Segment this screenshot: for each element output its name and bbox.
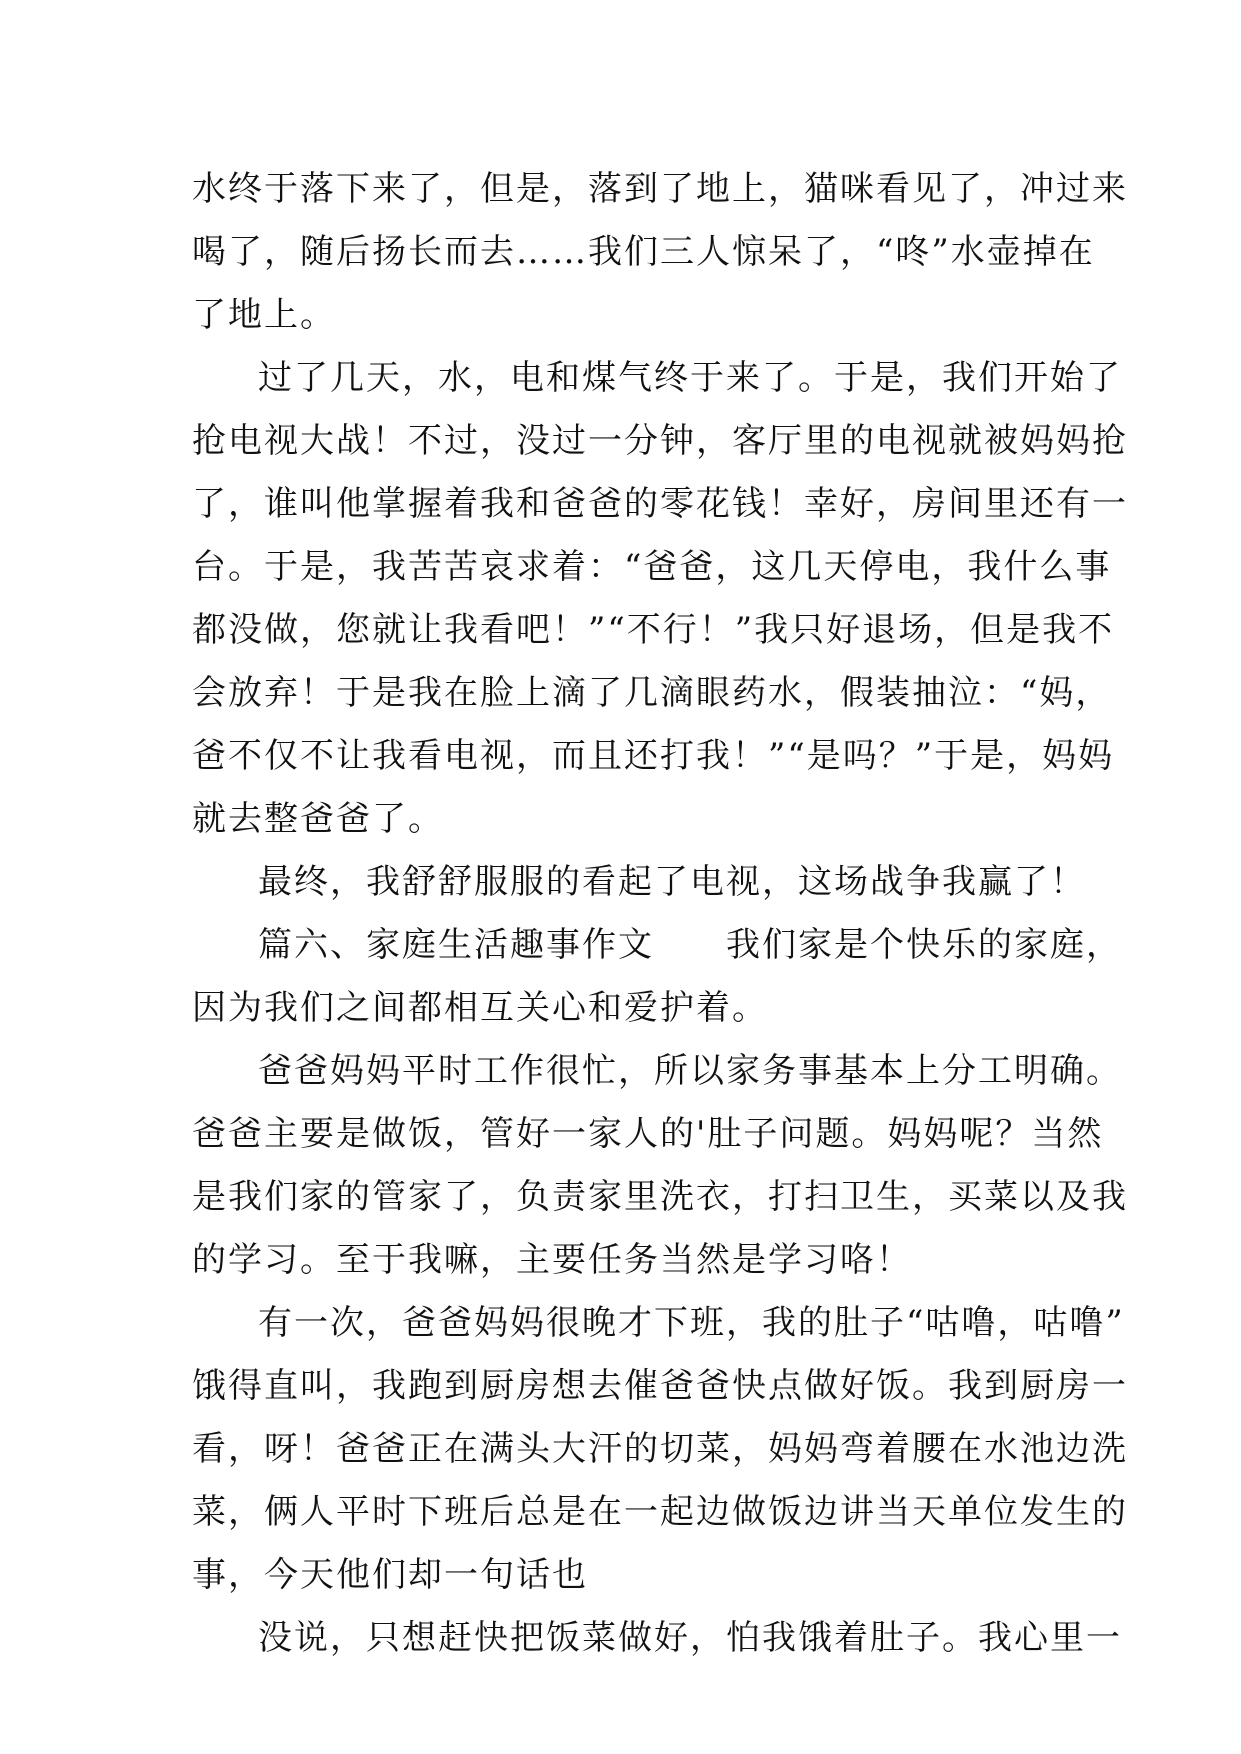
body-text	[192, 158, 1128, 1670]
text-line: 台。于是，我苦苦哀求着：“爸爸，这几天停电，我什么事	[192, 547, 1112, 587]
section-heading-line: 篇六、家庭生活趣事作文 我们家是个快乐的家庭，	[258, 925, 1122, 965]
text-line: 有一次，爸爸妈妈很晚才下班，我的肚子“咕噜，咕噜”	[258, 1303, 1125, 1343]
text-line: 最终，我舒舒服服的看起了电视，这场战争我赢了！	[258, 862, 1086, 902]
text-line: 菜，俩人平时下班后总是在一起边做饭边讲当天单位发生的	[192, 1492, 1128, 1532]
text-line: 的学习。至于我嘛，主要任务当然是学习咯！	[192, 1240, 912, 1280]
text-line: 过了几天，水，电和煤气终于来了。于是，我们开始了	[258, 358, 1122, 398]
text-line: 了地上。	[192, 295, 336, 335]
text-line: 水终于落下来了，但是，落到了地上，猫咪看见了，冲过来	[192, 169, 1128, 209]
text-line: 就去整爸爸了。	[192, 799, 444, 839]
text-line: 饿得直叫，我跑到厨房想去催爸爸快点做好饭。我到厨房一	[192, 1366, 1128, 1406]
text-line: 会放弃！于是我在脸上滴了几滴眼药水，假装抽泣：“妈，	[192, 673, 1112, 713]
text-line: 抢电视大战！不过，没过一分钟，客厅里的电视就被妈妈抢	[192, 421, 1128, 461]
text-line: 都没做，您就让我看吧！”“不行！”我只好退场，但是我不	[192, 610, 1115, 650]
text-line: 事，今天他们却一句话也	[192, 1555, 588, 1595]
text-line: 爸不仅不让我看电视，而且还打我！”“是吗？”于是，妈妈	[192, 736, 1115, 776]
text-line: 没说，只想赶快把饭菜做好，怕我饿着肚子。我心里一	[258, 1618, 1122, 1658]
text-line: 是我们家的管家了，负责家里洗衣，打扫卫生，买菜以及我	[192, 1177, 1128, 1217]
text-line: 爸爸妈妈平时工作很忙，所以家务事基本上分工明确。	[258, 1051, 1122, 1091]
text-line: 看，呀！爸爸正在满头大汗的切菜，妈妈弯着腰在水池边洗	[192, 1429, 1128, 1469]
text-line: 了，谁叫他掌握着我和爸爸的零花钱！幸好，房间里还有一	[192, 484, 1128, 524]
text-line: 喝了，随后扬长而去……我们三人惊呆了，“咚”水壶掉在	[192, 232, 1095, 272]
text-line: 因为我们之间都相互关心和爱护着。	[192, 988, 768, 1028]
text-line: 爸爸主要是做饭，管好一家人的'肚子问题。妈妈呢？当然	[192, 1114, 1104, 1154]
